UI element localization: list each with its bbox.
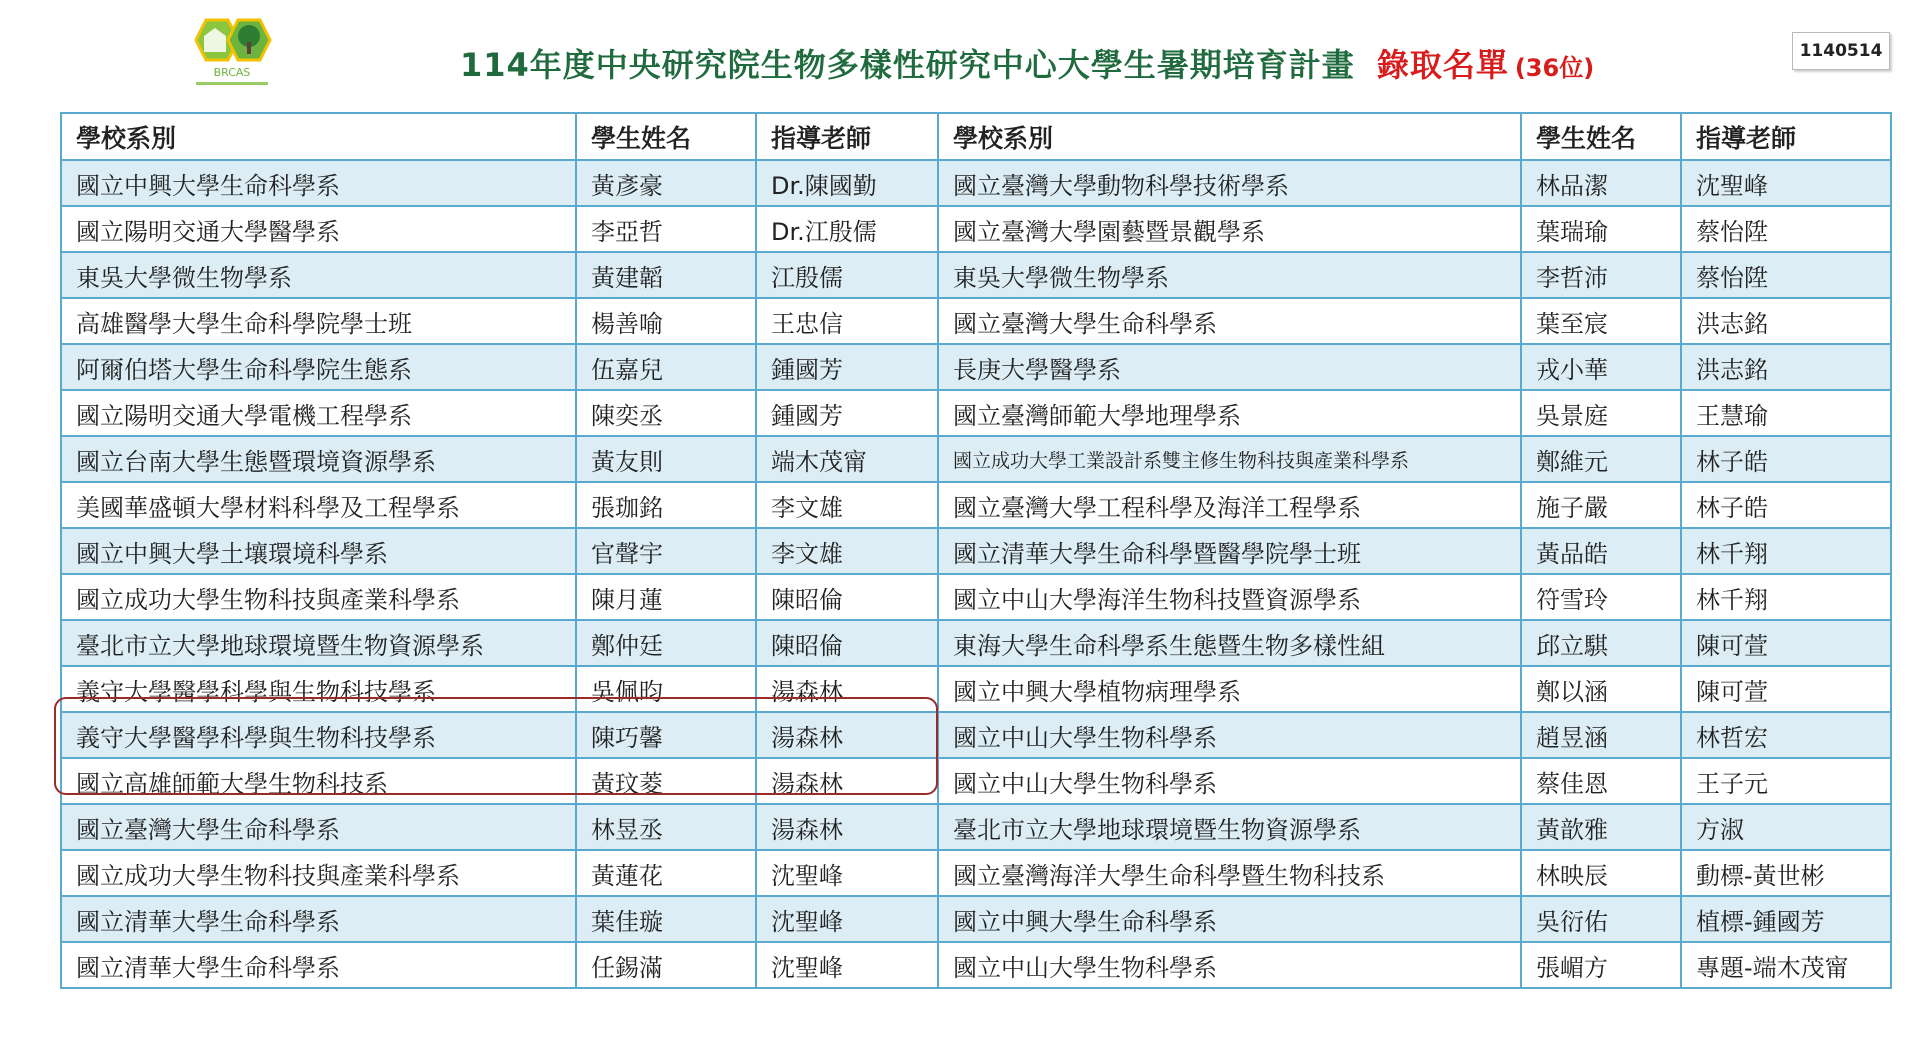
column-header: 學生姓名	[576, 113, 756, 160]
advisor: 專題-端木茂甯	[1681, 942, 1891, 988]
school-dept: 國立臺灣大學生命科學系	[938, 298, 1521, 344]
title-main: 114年度中央研究院生物多樣性研究中心大學生暑期培育計畫	[460, 46, 1355, 84]
advisor: Dr.陳國勤	[756, 160, 938, 206]
student-name: 黃玟菱	[576, 758, 756, 804]
school-dept: 國立成功大學生物科技與產業科學系	[61, 850, 576, 896]
advisor: 動標-黃世彬	[1681, 850, 1891, 896]
student-name: 吳衍佑	[1521, 896, 1681, 942]
school-dept: 臺北市立大學地球環境暨生物資源學系	[938, 804, 1521, 850]
student-name: 陳奕丞	[576, 390, 756, 436]
student-name: 鄭以涵	[1521, 666, 1681, 712]
school-dept: 國立陽明交通大學電機工程學系	[61, 390, 576, 436]
school-dept: 國立中興大學土壤環境科學系	[61, 528, 576, 574]
student-name: 吳景庭	[1521, 390, 1681, 436]
table-row	[61, 896, 1891, 942]
school-dept: 國立高雄師範大學生物科技系	[61, 758, 576, 804]
school-dept: 國立中山大學生物科學系	[938, 758, 1521, 804]
school-dept: 國立臺灣大學園藝暨景觀學系	[938, 206, 1521, 252]
student-name: 鄭維元	[1521, 436, 1681, 482]
school-dept: 國立中興大學生命科學系	[938, 896, 1521, 942]
advisor: 王子元	[1681, 758, 1891, 804]
school-dept: 美國華盛頓大學材料科學及工程學系	[61, 482, 576, 528]
table-row	[61, 482, 1891, 528]
advisor: 江殷儒	[756, 252, 938, 298]
school-dept: 國立臺灣大學生命科學系	[61, 804, 576, 850]
advisor: 洪志銘	[1681, 344, 1891, 390]
header-row	[61, 113, 1891, 160]
logo-text: BRCAS	[213, 66, 251, 79]
student-name: 鄭仲廷	[576, 620, 756, 666]
student-name: 黃友則	[576, 436, 756, 482]
student-name: 施子嚴	[1521, 482, 1681, 528]
column-header: 指導老師	[1681, 113, 1891, 160]
student-name: 黃蓮花	[576, 850, 756, 896]
table-row	[61, 850, 1891, 896]
table-row	[61, 160, 1891, 206]
advisor: 沈聖峰	[1681, 160, 1891, 206]
table-row	[61, 804, 1891, 850]
student-name: 葉瑞瑜	[1521, 206, 1681, 252]
school-dept: 東海大學生命科學系生態暨生物多樣性組	[938, 620, 1521, 666]
column-header: 指導老師	[756, 113, 938, 160]
school-dept: 國立清華大學生命科學系	[61, 942, 576, 988]
table-row	[61, 666, 1891, 712]
student-name: 趙昱涵	[1521, 712, 1681, 758]
school-dept: 國立中山大學生物科學系	[938, 712, 1521, 758]
school-dept: 國立臺灣師範大學地理學系	[938, 390, 1521, 436]
student-name: 李哲沛	[1521, 252, 1681, 298]
advisor: Dr.江殷儒	[756, 206, 938, 252]
school-dept: 國立中山大學海洋生物科技暨資源學系	[938, 574, 1521, 620]
advisor: 陳昭倫	[756, 620, 938, 666]
advisor: 湯森林	[756, 712, 938, 758]
student-name: 任錫滿	[576, 942, 756, 988]
advisor: 方淑	[1681, 804, 1891, 850]
school-dept: 高雄醫學大學生命科學院學士班	[61, 298, 576, 344]
page-title	[460, 40, 1594, 84]
advisor: 端木茂甯	[756, 436, 938, 482]
table-body	[61, 160, 1891, 988]
school-dept: 義守大學醫學科學與生物科技學系	[61, 712, 576, 758]
student-name: 戎小華	[1521, 344, 1681, 390]
advisor: 湯森林	[756, 758, 938, 804]
advisor: 蔡怡陞	[1681, 252, 1891, 298]
school-dept: 國立中興大學生命科學系	[61, 160, 576, 206]
advisor: 林千翔	[1681, 574, 1891, 620]
advisor: 湯森林	[756, 804, 938, 850]
table-row	[61, 528, 1891, 574]
school-dept: 阿爾伯塔大學生命科學院生態系	[61, 344, 576, 390]
table-row	[61, 712, 1891, 758]
school-dept: 國立臺灣大學工程科學及海洋工程學系	[938, 482, 1521, 528]
advisor: 林子皓	[1681, 482, 1891, 528]
student-name: 張嵋方	[1521, 942, 1681, 988]
school-dept: 國立中興大學植物病理學系	[938, 666, 1521, 712]
table-row	[61, 942, 1891, 988]
advisor: 蔡怡陞	[1681, 206, 1891, 252]
student-name: 黃歆雅	[1521, 804, 1681, 850]
advisor: 沈聖峰	[756, 850, 938, 896]
student-name: 葉佳璇	[576, 896, 756, 942]
student-name: 符雪玲	[1521, 574, 1681, 620]
advisor: 鍾國芳	[756, 390, 938, 436]
advisor: 陳昭倫	[756, 574, 938, 620]
advisor: 湯森林	[756, 666, 938, 712]
advisor: 李文雄	[756, 482, 938, 528]
brcas-hexagon-logo-icon	[176, 14, 288, 96]
student-name: 陳巧馨	[576, 712, 756, 758]
student-name: 蔡佳恩	[1521, 758, 1681, 804]
advisor: 林哲宏	[1681, 712, 1891, 758]
student-name: 林昱丞	[576, 804, 756, 850]
table-row	[61, 252, 1891, 298]
column-header: 學校系別	[938, 113, 1521, 160]
advisor: 沈聖峰	[756, 896, 938, 942]
student-name: 張珈銘	[576, 482, 756, 528]
school-dept: 長庚大學醫學系	[938, 344, 1521, 390]
student-name: 吳佩昀	[576, 666, 756, 712]
student-name: 黃建韜	[576, 252, 756, 298]
advisor: 王忠信	[756, 298, 938, 344]
student-name: 林映辰	[1521, 850, 1681, 896]
student-name: 伍嘉兒	[576, 344, 756, 390]
student-name: 邱立騏	[1521, 620, 1681, 666]
school-dept: 國立臺灣大學動物科學技術學系	[938, 160, 1521, 206]
table-row	[61, 758, 1891, 804]
table-header	[61, 113, 1891, 160]
school-dept: 義守大學醫學科學與生物科技學系	[61, 666, 576, 712]
table-row	[61, 298, 1891, 344]
school-dept: 國立中山大學生物科學系	[938, 942, 1521, 988]
school-dept: 國立台南大學生態暨環境資源學系	[61, 436, 576, 482]
school-dept: 國立清華大學生命科學系	[61, 896, 576, 942]
table-row	[61, 620, 1891, 666]
student-name: 葉至宸	[1521, 298, 1681, 344]
student-name: 黃彥豪	[576, 160, 756, 206]
advisor: 植標-鍾國芳	[1681, 896, 1891, 942]
advisor: 李文雄	[756, 528, 938, 574]
table-row	[61, 436, 1891, 482]
student-name: 林品潔	[1521, 160, 1681, 206]
table-row	[61, 344, 1891, 390]
student-name: 黃品皓	[1521, 528, 1681, 574]
school-dept: 國立清華大學生命科學暨醫學院學士班	[938, 528, 1521, 574]
advisor: 陳可萱	[1681, 620, 1891, 666]
advisor: 洪志銘	[1681, 298, 1891, 344]
table-row	[61, 390, 1891, 436]
school-dept: 國立陽明交通大學醫學系	[61, 206, 576, 252]
school-dept: 國立成功大學工業設計系雙主修生物科技與產業科學系	[938, 436, 1521, 482]
advisor: 王慧瑜	[1681, 390, 1891, 436]
student-name: 官聲宇	[576, 528, 756, 574]
school-dept: 東吳大學微生物學系	[938, 252, 1521, 298]
advisor: 林千翔	[1681, 528, 1891, 574]
advisor: 沈聖峰	[756, 942, 938, 988]
school-dept: 臺北市立大學地球環境暨生物資源學系	[61, 620, 576, 666]
school-dept: 東吳大學微生物學系	[61, 252, 576, 298]
admission-table	[60, 112, 1892, 989]
title-highlight: 錄取名單	[1376, 46, 1509, 84]
column-header: 學生姓名	[1521, 113, 1681, 160]
document-code: 1140514	[1792, 32, 1890, 70]
title-count: (36位)	[1514, 54, 1595, 82]
student-name: 陳月蓮	[576, 574, 756, 620]
column-header: 學校系別	[61, 113, 576, 160]
school-dept: 國立成功大學生物科技與產業科學系	[61, 574, 576, 620]
advisor: 鍾國芳	[756, 344, 938, 390]
table-row	[61, 206, 1891, 252]
school-dept: 國立臺灣海洋大學生命科學暨生物科技系	[938, 850, 1521, 896]
advisor: 林子皓	[1681, 436, 1891, 482]
table-row	[61, 574, 1891, 620]
brcas-logo	[176, 14, 288, 96]
student-name: 李亞哲	[576, 206, 756, 252]
student-name: 楊善喻	[576, 298, 756, 344]
advisor: 陳可萱	[1681, 666, 1891, 712]
